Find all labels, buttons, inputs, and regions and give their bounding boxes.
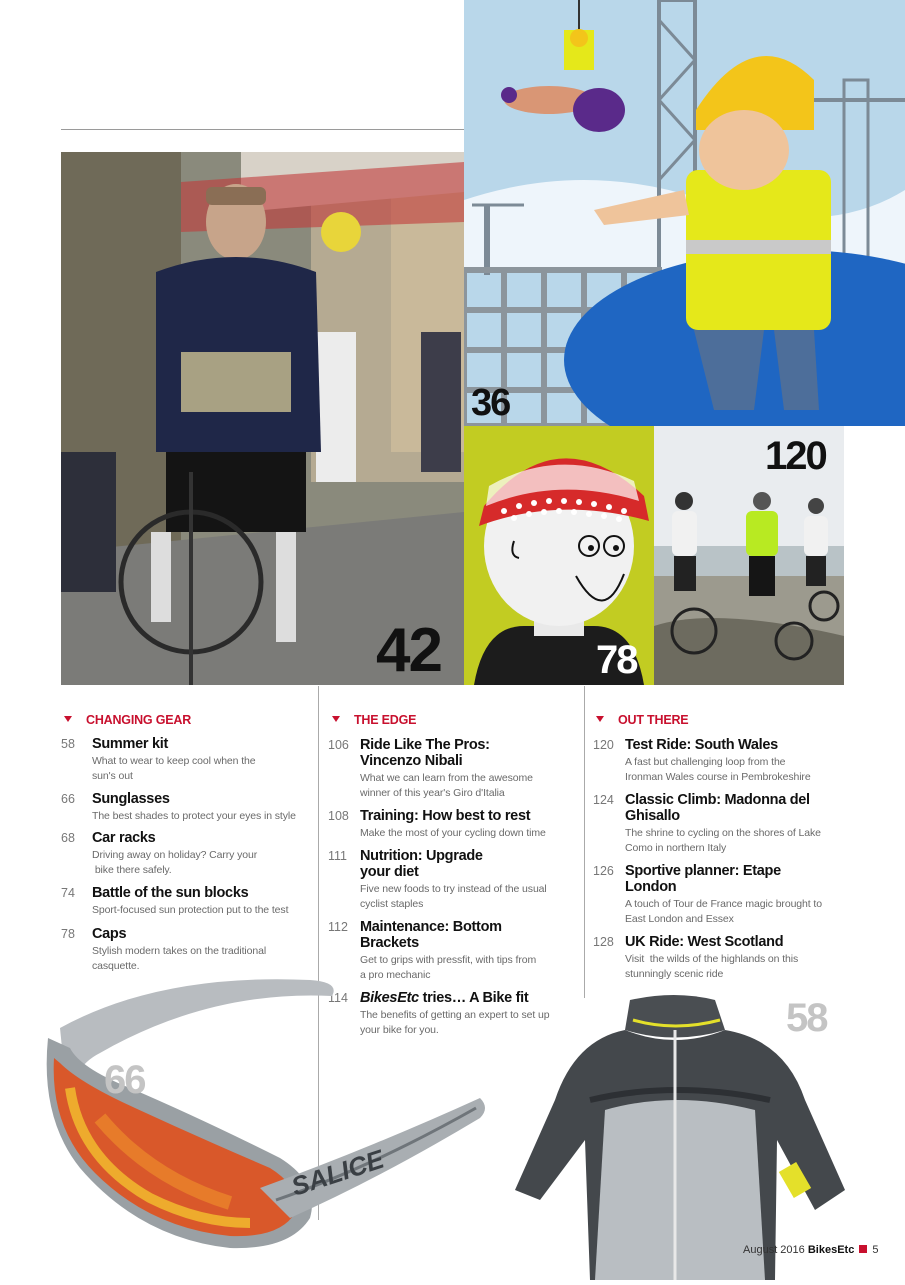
toc-page: 106 [328, 738, 349, 752]
toc-title: Test Ride: South Wales [625, 737, 778, 753]
section-heading-out-there: OUT THERE [596, 713, 688, 727]
toc-desc: Stylish modern takes on the traditional [92, 945, 267, 957]
toc-desc: What we can learn from the awesome [360, 772, 533, 784]
toc-desc: bike there safely. [92, 864, 172, 876]
toc-title-rest: tries… A Bike fit [418, 990, 529, 1006]
toc-page: 120 [593, 738, 614, 752]
toc-page: 108 [328, 809, 349, 823]
triangle-marker-icon [332, 716, 340, 722]
triangle-marker-icon [596, 716, 604, 722]
toc-entry-west-scotland[interactable] [593, 934, 848, 984]
footer-date: August 2016 [743, 1244, 805, 1256]
toc-entry-madonna-del-ghisallo[interactable] [593, 792, 848, 858]
toc-title: Ghisallo [625, 808, 680, 824]
toc-page: 74 [61, 886, 75, 900]
toc-title: your diet [360, 864, 419, 880]
toc-desc: Make the most of your cycling down time [360, 827, 546, 839]
top-rule [61, 129, 464, 130]
toc-title: Caps [92, 926, 127, 942]
toc-desc: Visit the wilds of the highlands on this [625, 953, 799, 965]
toc-desc: casquette. [92, 960, 140, 972]
beach-riders-number: 120 [765, 434, 826, 478]
cartoon-number: 36 [471, 382, 510, 424]
cartoon-illustration [464, 0, 905, 426]
toc-page: 58 [61, 737, 75, 751]
toc-desc: your bike for you. [360, 1024, 439, 1036]
footer-brand: BikesEtc [807, 1244, 855, 1256]
toc-title: Car racks [92, 830, 156, 846]
toc-desc: a pro mechanic [360, 969, 431, 981]
toc-title: Classic Climb: Madonna del [625, 792, 810, 808]
toc-desc: Driving away on holiday? Carry your [92, 849, 258, 861]
toc-desc: Ironman Wales course in Pembrokeshire [625, 771, 811, 783]
toc-desc: Five new foods to try instead of the usual [360, 883, 547, 895]
toc-title: Summer kit [92, 736, 168, 752]
sunglasses-image [40, 968, 490, 1258]
toc-desc: Como in northern Italy [625, 842, 727, 854]
column-divider-right [584, 686, 585, 998]
toc-entry-car-racks[interactable] [61, 830, 316, 880]
toc-page: 78 [61, 927, 75, 941]
toc-page: 126 [593, 864, 614, 878]
cyclist-photo [61, 152, 464, 685]
toc-page: 124 [593, 793, 614, 807]
toc-title: Training: How best to rest [360, 808, 531, 824]
cyclist-photo-number: 42 [376, 616, 441, 685]
red-square-icon [859, 1245, 867, 1253]
toc-entry-south-wales[interactable] [593, 737, 848, 787]
toc-entry-summer-kit[interactable] [61, 736, 316, 786]
cap-mannequin-number: 78 [596, 638, 637, 682]
toc-page: 112 [328, 920, 348, 934]
toc-desc: cyclist staples [360, 898, 424, 910]
toc-title: Battle of the sun blocks [92, 885, 249, 901]
toc-title: Sunglasses [92, 791, 170, 807]
page-footer [743, 1244, 878, 1256]
jersey-number: 58 [786, 996, 827, 1040]
toc-entry-sun-blocks[interactable] [61, 885, 316, 921]
toc-desc: What to wear to keep cool when the [92, 755, 256, 767]
toc-desc: The best shades to protect your eyes in style [92, 810, 296, 822]
toc-page: 114 [328, 991, 348, 1005]
toc-entry-etape-london[interactable] [593, 863, 848, 929]
toc-desc: A fast but challenging loop from the [625, 756, 786, 768]
toc-title: Nutrition: Upgrade [360, 848, 483, 864]
toc-page: 66 [61, 792, 75, 806]
triangle-marker-icon [64, 716, 72, 722]
toc-desc: A touch of Tour de France magic brought to [625, 898, 822, 910]
toc-title: Vincenzo Nibali [360, 753, 463, 769]
toc-desc: Sport-focused sun protection put to the test [92, 904, 289, 916]
toc-title: UK Ride: West Scotland [625, 934, 784, 950]
toc-desc: East London and Essex [625, 913, 734, 925]
toc-entry-nibali[interactable] [328, 737, 583, 803]
section-heading-changing-gear: CHANGING GEAR [64, 713, 191, 727]
toc-page: 68 [61, 831, 75, 845]
toc-entry-sunglasses[interactable] [61, 791, 316, 827]
section-heading-the-edge: THE EDGE [332, 713, 416, 727]
toc-desc: stunningly scenic ride [625, 968, 724, 980]
toc-page: 128 [593, 935, 614, 949]
toc-page: 111 [328, 849, 348, 863]
toc-title: Ride Like The Pros: [360, 737, 490, 753]
toc-desc: The shrine to cycling on the shores of Lake [625, 827, 821, 839]
toc-title: Brackets [360, 935, 419, 951]
sunglasses-brand-text: SALICE [287, 1143, 388, 1202]
toc-title: Maintenance: Bottom [360, 919, 502, 935]
toc-desc: winner of this year's Giro d'Italia [360, 787, 505, 799]
toc-title: Sportive planner: Etape [625, 863, 781, 879]
toc-entry-training[interactable] [328, 808, 583, 844]
toc-desc: Get to grips with pressfit, with tips from [360, 954, 537, 966]
sunglasses-number: 66 [104, 1058, 145, 1102]
toc-desc: sun's out [92, 770, 133, 782]
toc-desc: The benefits of getting an expert to set up [360, 1009, 550, 1021]
toc-title-brand: BikesEtc [360, 990, 419, 1006]
toc-entry-nutrition[interactable] [328, 848, 583, 914]
toc-title: London [625, 879, 677, 895]
footer-page-number: 5 [872, 1244, 879, 1256]
